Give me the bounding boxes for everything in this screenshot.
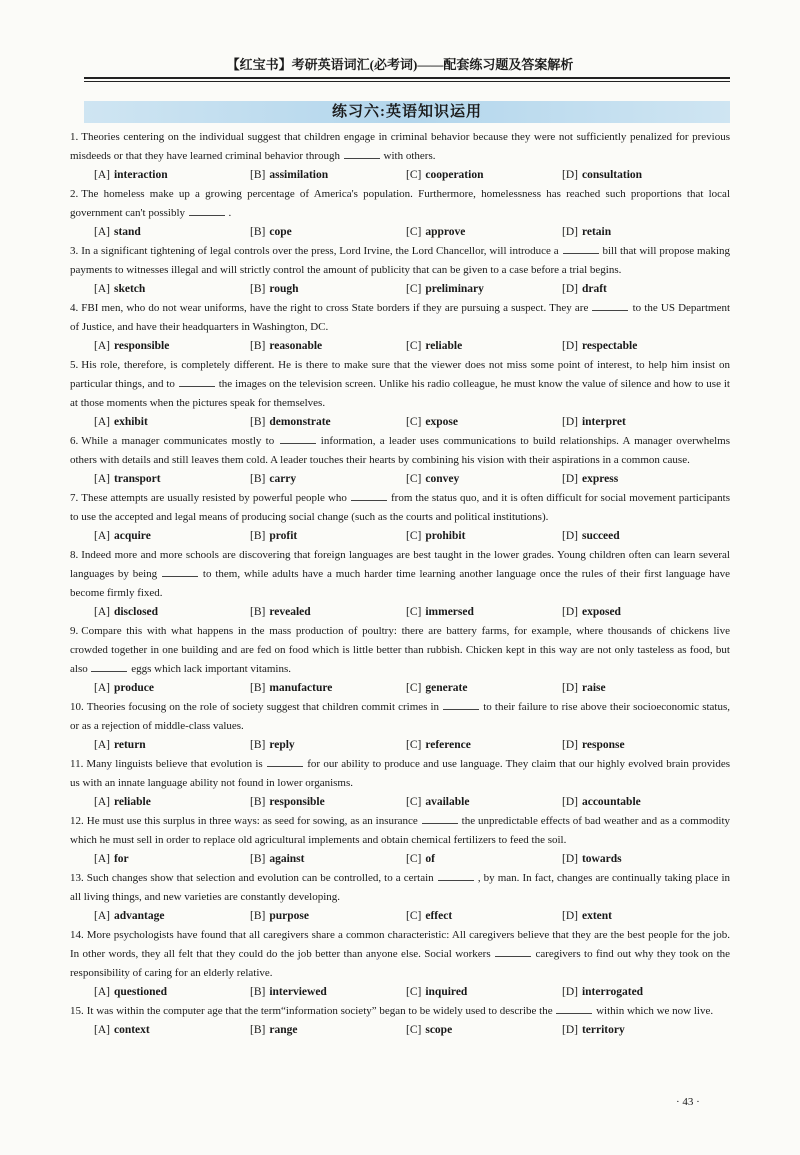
answer-option	[250, 527, 406, 546]
option-row	[70, 527, 730, 546]
option-letter: [A]	[94, 606, 110, 618]
question-number: 11.	[70, 758, 84, 770]
section-title-banner: 练习六:英语知识运用	[84, 101, 730, 123]
answer-option	[250, 603, 406, 622]
option-letter: [C]	[406, 796, 422, 808]
answer-option	[406, 983, 562, 1002]
question-item	[70, 128, 730, 185]
answer-blank	[563, 243, 599, 254]
option-word: territory	[581, 1024, 625, 1036]
option-letter: [B]	[250, 910, 266, 922]
question-stem-before: His role, therefore, is completely different. He is there to make sure that the viewer does not miss some point of interest, to help him insist on particular things, and to	[70, 359, 730, 390]
question-item	[70, 926, 730, 1002]
question-number: 2.	[70, 188, 79, 200]
option-word: profit	[269, 530, 298, 542]
option-word: towards	[581, 853, 622, 865]
question-stem-before: These attempts are usually resisted by powerful people who	[81, 492, 347, 504]
option-letter: [A]	[94, 853, 110, 865]
answer-option	[562, 679, 718, 698]
option-word: effect	[425, 910, 453, 922]
option-letter: [A]	[94, 682, 110, 694]
option-word: interaction	[113, 169, 168, 181]
answer-option	[94, 603, 250, 622]
answer-option	[406, 337, 562, 356]
question-stem-after: within which we now live.	[596, 1005, 714, 1017]
option-letter: [A]	[94, 739, 110, 751]
answer-option	[94, 470, 250, 489]
option-letter: [A]	[94, 986, 110, 998]
question-stem-after: information, a leader uses communications to build relationships. A manager overwhelms others with details and still leaves them cold. A leader touches their hearts by combining his vision with their aspirations in a common cause.	[70, 435, 731, 466]
question-stem-before: It was within the computer age that the term“information society” began to be widely used to describe the	[86, 1005, 553, 1017]
answer-blank	[162, 566, 198, 577]
question-number: 10.	[70, 701, 84, 713]
option-letter: [D]	[562, 853, 578, 865]
question-stem-after: to their failure to rise above their socioeconomic status, or as a rejection of middle-class values.	[70, 701, 731, 732]
answer-option	[562, 337, 718, 356]
option-letter: [A]	[94, 416, 110, 428]
question-item	[70, 356, 730, 432]
option-letter: [A]	[94, 340, 110, 352]
option-word: purpose	[269, 910, 309, 922]
answer-option	[562, 470, 718, 489]
option-letter: [C]	[406, 986, 422, 998]
option-word: advantage	[113, 910, 165, 922]
option-letter: [C]	[406, 226, 422, 238]
option-word: stand	[113, 226, 141, 238]
option-word: reliable	[425, 340, 463, 352]
option-word: interviewed	[269, 986, 327, 998]
option-row	[70, 280, 730, 299]
answer-blank	[443, 699, 479, 710]
question-stem-after: from the status quo, and it is often difficult for social movement participants to use the accepted and legal means of producing social change (such as the courts and political institutions).	[70, 492, 731, 523]
answer-option	[562, 983, 718, 1002]
option-word: generate	[425, 682, 468, 694]
option-word: express	[581, 473, 619, 485]
question-item	[70, 242, 730, 299]
answer-option	[94, 337, 250, 356]
option-word: immersed	[425, 606, 474, 618]
option-word: of	[425, 853, 435, 865]
question-item	[70, 299, 730, 356]
question-number: 8.	[70, 549, 79, 561]
option-row	[70, 907, 730, 926]
question-number: 3.	[70, 245, 79, 257]
option-word: raise	[581, 682, 606, 694]
option-letter: [D]	[562, 682, 578, 694]
option-row	[70, 736, 730, 755]
option-letter: [B]	[250, 340, 266, 352]
answer-option	[406, 793, 562, 812]
option-word: assimilation	[269, 169, 329, 181]
answer-option	[250, 850, 406, 869]
question-item	[70, 1002, 730, 1040]
answer-option	[94, 983, 250, 1002]
question-number: 6.	[70, 435, 79, 447]
answer-option	[250, 166, 406, 185]
answer-blank	[179, 376, 215, 387]
answer-option	[562, 793, 718, 812]
answer-option	[562, 850, 718, 869]
option-word: transport	[113, 473, 161, 485]
answer-option	[562, 907, 718, 926]
option-letter: [D]	[562, 473, 578, 485]
option-word: questioned	[113, 986, 168, 998]
option-letter: [C]	[406, 1024, 422, 1036]
answer-blank	[495, 946, 531, 957]
option-letter: [C]	[406, 169, 422, 181]
answer-option	[94, 736, 250, 755]
option-letter: [A]	[94, 796, 110, 808]
question-text	[70, 185, 730, 223]
option-word: against	[269, 853, 305, 865]
option-word: interpret	[581, 416, 626, 428]
answer-option	[562, 223, 718, 242]
option-row	[70, 337, 730, 356]
answer-blank	[592, 300, 628, 311]
question-item	[70, 812, 730, 869]
answer-blank	[438, 870, 474, 881]
option-letter: [B]	[250, 853, 266, 865]
option-letter: [C]	[406, 682, 422, 694]
option-letter: [D]	[562, 1024, 578, 1036]
question-item	[70, 869, 730, 926]
option-letter: [A]	[94, 530, 110, 542]
question-stem-after: for our ability to produce and use language. They claim that our highly evolved brain provides us with an innate language ability not found in lower organisms.	[70, 758, 731, 789]
answer-option	[406, 280, 562, 299]
question-text	[70, 622, 730, 679]
option-word: consultation	[581, 169, 643, 181]
question-stem-before: In a significant tightening of legal controls over the press, Lord Irvine, the Lord Chancellor, will introduce a	[81, 245, 559, 257]
option-row	[70, 223, 730, 242]
option-word: for	[113, 853, 129, 865]
answer-option	[406, 223, 562, 242]
option-letter: [D]	[562, 986, 578, 998]
option-letter: [B]	[250, 416, 266, 428]
question-number: 14.	[70, 929, 84, 941]
question-item	[70, 698, 730, 755]
answer-option	[562, 1021, 718, 1040]
question-stem-after: with others.	[383, 150, 436, 162]
question-stem-before: He must use this surplus in three ways: as seed for sowing, as an insurance	[86, 815, 418, 827]
header-rule-thin	[84, 81, 730, 82]
answer-blank	[91, 661, 127, 672]
answer-blank	[280, 433, 316, 444]
option-letter: [B]	[250, 986, 266, 998]
option-letter: [B]	[250, 226, 266, 238]
answer-option	[406, 527, 562, 546]
option-row	[70, 470, 730, 489]
option-word: expose	[425, 416, 458, 428]
question-item	[70, 185, 730, 242]
question-text	[70, 698, 730, 736]
question-number: 9.	[70, 625, 79, 637]
question-number: 1.	[70, 131, 79, 143]
question-stem-before: Theories centering on the individual suggest that children engage in criminal behavior because they were not sufficiently penalized for previous misdeeds or that they have learned criminal behavior through	[70, 131, 730, 162]
answer-option	[250, 679, 406, 698]
option-word: produce	[113, 682, 155, 694]
option-letter: [D]	[562, 796, 578, 808]
question-number: 13.	[70, 872, 84, 884]
answer-option	[250, 223, 406, 242]
option-word: convey	[425, 473, 460, 485]
option-word: exhibit	[113, 416, 148, 428]
option-letter: [D]	[562, 416, 578, 428]
question-item	[70, 622, 730, 698]
answer-option	[406, 1021, 562, 1040]
question-item	[70, 432, 730, 489]
answer-option	[562, 603, 718, 622]
question-stem-after: the images on the television screen. Unlike his radio colleague, he must know the value of silence and how to use it at those moments when the pictures speak for themselves.	[70, 378, 730, 409]
option-word: interrogated	[581, 986, 644, 998]
answer-option	[406, 736, 562, 755]
question-text	[70, 128, 730, 166]
option-letter: [C]	[406, 606, 422, 618]
option-word: scope	[425, 1024, 453, 1036]
question-list	[70, 128, 730, 1040]
answer-blank	[344, 148, 380, 159]
question-stem-before: Compare this with what happens in the mass production of poultry: there are battery farms, for example, where thousands of chickens live crowded together in one building and are fed on food which is little better than rubbish. Chicken kept in this way are not only tasteless as food, but also	[70, 625, 730, 675]
answer-option	[562, 736, 718, 755]
question-text	[70, 432, 730, 470]
question-number: 15.	[70, 1005, 84, 1017]
option-letter: [B]	[250, 739, 266, 751]
option-letter: [D]	[562, 606, 578, 618]
option-word: carry	[269, 473, 297, 485]
option-word: respectable	[581, 340, 638, 352]
answer-option	[562, 413, 718, 432]
option-word: reliable	[113, 796, 151, 808]
question-stem-before: FBI men, who do not wear uniforms, have the right to cross State borders if they are pursuing a suspect. They are	[81, 302, 589, 314]
question-stem-before: While a manager communicates mostly to	[81, 435, 275, 447]
question-text	[70, 299, 730, 337]
answer-option	[562, 166, 718, 185]
answer-option	[562, 280, 718, 299]
question-stem-after: the unpredictable effects of bad weather and as a commodity which he must sell in order to replace old agricultural implements and obtain chemical fertilizers to feed the soil.	[70, 815, 731, 846]
question-stem-after: to them, while adults have a much harder time learning another language once the rules of their first language have become firmly fixed.	[70, 568, 731, 599]
answer-option	[94, 527, 250, 546]
answer-option	[94, 280, 250, 299]
option-word: approve	[425, 226, 466, 238]
option-letter: [B]	[250, 1024, 266, 1036]
question-number: 4.	[70, 302, 79, 314]
option-row	[70, 413, 730, 432]
answer-option	[406, 166, 562, 185]
answer-option	[406, 907, 562, 926]
answer-option	[250, 470, 406, 489]
option-word: cope	[269, 226, 292, 238]
option-row	[70, 166, 730, 185]
option-letter: [B]	[250, 606, 266, 618]
question-item	[70, 546, 730, 622]
answer-option	[250, 793, 406, 812]
question-stem-before: Indeed more and more schools are discovering that foreign languages are best taught in the lower grades. Young children often can learn several languages by being	[70, 549, 730, 580]
question-text	[70, 869, 730, 907]
option-letter: [A]	[94, 169, 110, 181]
option-word: inquired	[425, 986, 468, 998]
answer-option	[250, 1021, 406, 1040]
option-word: available	[425, 796, 470, 808]
option-letter: [C]	[406, 283, 422, 295]
question-text	[70, 755, 730, 793]
question-text	[70, 242, 730, 280]
option-letter: [B]	[250, 682, 266, 694]
question-stem-after: caregivers to find out why they took on the responsibility of caring for an elderly relative.	[70, 948, 731, 979]
option-letter: [B]	[250, 796, 266, 808]
option-letter: [D]	[562, 283, 578, 295]
answer-option	[562, 527, 718, 546]
option-word: reasonable	[269, 340, 323, 352]
page-number: · 43 ·	[676, 1096, 700, 1108]
answer-option	[250, 337, 406, 356]
question-text	[70, 546, 730, 603]
option-letter: [D]	[562, 340, 578, 352]
question-item	[70, 755, 730, 812]
question-number: 5.	[70, 359, 79, 371]
option-letter: [C]	[406, 473, 422, 485]
option-word: cooperation	[425, 169, 484, 181]
answer-option	[94, 850, 250, 869]
question-stem-before: The homeless make up a growing percentage of America's population. Furthermore, homelessness has reached such proportions that local government can't possibly	[70, 188, 730, 219]
option-letter: [B]	[250, 530, 266, 542]
answer-option	[94, 166, 250, 185]
option-word: range	[269, 1024, 298, 1036]
option-letter: [C]	[406, 530, 422, 542]
answer-option	[406, 603, 562, 622]
option-word: rough	[269, 283, 299, 295]
answer-blank	[351, 490, 387, 501]
option-row	[70, 1021, 730, 1040]
answer-blank	[422, 813, 458, 824]
option-letter: [D]	[562, 910, 578, 922]
answer-option	[250, 907, 406, 926]
question-text	[70, 926, 730, 983]
option-word: accountable	[581, 796, 641, 808]
question-stem-after: to the US Department of Justice, and have their headquarters in Washington, DC.	[70, 302, 731, 333]
answer-option	[94, 413, 250, 432]
option-word: responsible	[269, 796, 325, 808]
option-word: draft	[581, 283, 607, 295]
answer-option	[406, 470, 562, 489]
question-text	[70, 489, 730, 527]
option-word: sketch	[113, 283, 146, 295]
answer-option	[250, 413, 406, 432]
answer-option	[406, 850, 562, 869]
option-letter: [A]	[94, 283, 110, 295]
option-word: retain	[581, 226, 612, 238]
question-stem-after: eggs which lack important vitamins.	[131, 663, 292, 675]
option-letter: [B]	[250, 283, 266, 295]
answer-option	[250, 983, 406, 1002]
option-word: manufacture	[269, 682, 333, 694]
question-stem-before: More psychologists have found that all caregivers share a common characteristic: All caregivers believe that they are the best people for the job. In other words, they all felt that they could do the job better than anyone else. Social workers	[70, 929, 730, 960]
option-word: return	[113, 739, 146, 751]
option-letter: [C]	[406, 340, 422, 352]
option-word: response	[581, 739, 625, 751]
option-row	[70, 603, 730, 622]
option-row	[70, 679, 730, 698]
answer-option	[94, 1021, 250, 1040]
option-letter: [C]	[406, 739, 422, 751]
answer-option	[250, 736, 406, 755]
question-stem-before: Theories focusing on the role of society suggest that children commit crimes in	[86, 701, 440, 713]
header-rule-thick	[84, 77, 730, 79]
question-stem-after: .	[228, 207, 232, 219]
book-header: 【红宝书】考研英语词汇(必考词)——配套练习题及答案解析	[226, 57, 574, 72]
option-row	[70, 793, 730, 812]
question-stem-after: , by man. In fact, changes are continually taking place in all living things, and new varieties are constantly developing.	[70, 872, 731, 903]
option-word: extent	[581, 910, 612, 922]
option-word: acquire	[113, 530, 151, 542]
option-word: prohibit	[425, 530, 466, 542]
option-letter: [A]	[94, 910, 110, 922]
option-word: reference	[425, 739, 471, 751]
answer-option	[406, 679, 562, 698]
question-stem-after: bill that will propose making payments to witnesses illegal and will strictly control the amount of publicity that can be given to a case before a trial begins.	[70, 245, 731, 276]
question-stem-before: Many linguists believe that evolution is	[86, 758, 263, 770]
option-word: reply	[269, 739, 295, 751]
question-item	[70, 489, 730, 546]
option-word: context	[113, 1024, 150, 1036]
answer-option	[406, 413, 562, 432]
answer-option	[94, 793, 250, 812]
option-word: exposed	[581, 606, 621, 618]
option-row	[70, 850, 730, 869]
option-word: disclosed	[113, 606, 159, 618]
option-letter: [C]	[406, 853, 422, 865]
answer-blank	[556, 1003, 592, 1014]
answer-option	[94, 679, 250, 698]
question-stem-before: Such changes show that selection and evolution can be controlled, to a certain	[86, 872, 434, 884]
option-letter: [A]	[94, 226, 110, 238]
option-letter: [D]	[562, 226, 578, 238]
answer-blank	[267, 756, 303, 767]
option-word: demonstrate	[269, 416, 331, 428]
option-letter: [D]	[562, 739, 578, 751]
option-word: preliminary	[425, 283, 484, 295]
question-number: 12.	[70, 815, 84, 827]
question-text	[70, 812, 730, 850]
answer-option	[94, 223, 250, 242]
question-text	[70, 356, 730, 413]
answer-option	[250, 280, 406, 299]
option-letter: [B]	[250, 473, 266, 485]
option-letter: [B]	[250, 169, 266, 181]
option-row	[70, 983, 730, 1002]
option-letter: [C]	[406, 416, 422, 428]
question-number: 7.	[70, 492, 79, 504]
answer-option	[94, 907, 250, 926]
option-letter: [A]	[94, 473, 110, 485]
option-word: responsible	[113, 340, 170, 352]
option-letter: [A]	[94, 1024, 110, 1036]
option-letter: [D]	[562, 530, 578, 542]
option-letter: [D]	[562, 169, 578, 181]
option-letter: [C]	[406, 910, 422, 922]
option-word: succeed	[581, 530, 620, 542]
question-text	[70, 1002, 730, 1021]
option-word: revealed	[269, 606, 311, 618]
answer-blank	[189, 205, 225, 216]
